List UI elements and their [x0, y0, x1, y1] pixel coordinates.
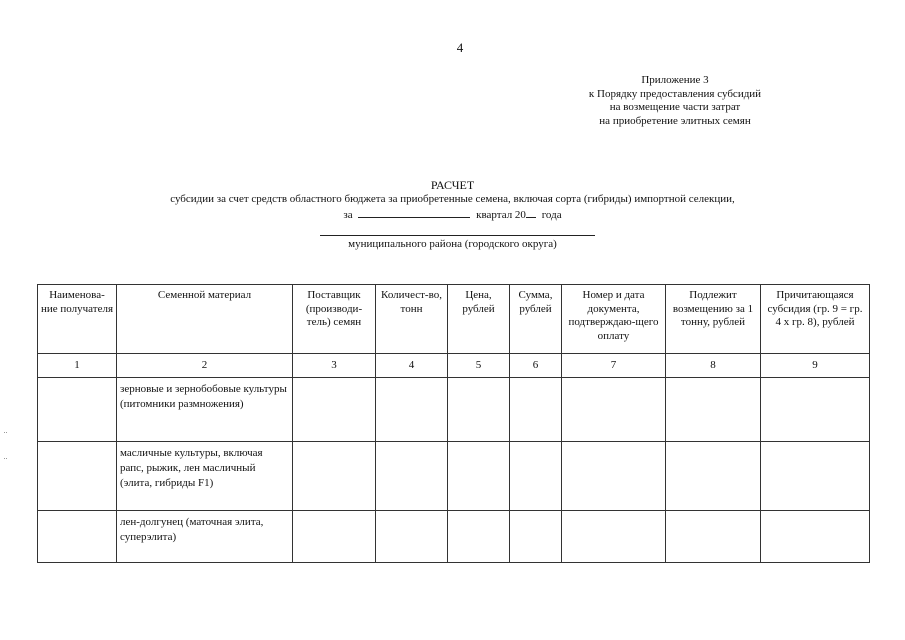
supplier-cell[interactable]	[293, 378, 376, 442]
payment-document-cell[interactable]	[562, 378, 666, 442]
column-number-row	[38, 354, 870, 378]
reimbursement-cell[interactable]	[666, 442, 761, 511]
header-quantity: Количест-во, тонн	[376, 285, 448, 354]
header-recipient: Наименова-ние получателя	[38, 285, 117, 354]
header-reimbursement-per-ton: Подлежит возмещению за 1 тонну, рублей	[666, 285, 761, 354]
seed-material-cell: масличные культуры, включая рапс, рыжик, лен масличный (элита, гибриды F1)	[117, 442, 293, 511]
period-suffix: года	[541, 209, 562, 221]
sum-cell[interactable]	[510, 378, 562, 442]
page-number: 4	[456, 40, 464, 55]
subsidy-cell[interactable]	[761, 511, 870, 563]
seed-material-cell: лен-долгунец (маточная элита, суперэлита)	[117, 511, 293, 563]
header-supplier: Поставщик (производи-тель) семян	[293, 285, 376, 354]
column-number: 7	[562, 354, 666, 378]
payment-document-cell[interactable]	[562, 511, 666, 563]
appendix-line: к Порядку предоставления субсидий	[588, 87, 762, 100]
subsidy-cell[interactable]	[761, 442, 870, 511]
payment-document-cell[interactable]	[562, 442, 666, 511]
quantity-cell[interactable]	[376, 378, 448, 442]
supplier-cell[interactable]	[293, 511, 376, 563]
table-row	[38, 442, 870, 511]
appendix-line: Приложение 3	[641, 74, 709, 86]
subsidy-cell[interactable]	[761, 378, 870, 442]
header-price: Цена, рублей	[448, 285, 510, 354]
price-cell[interactable]	[448, 442, 510, 511]
table-header-row	[38, 285, 870, 354]
district-blank-line	[320, 235, 595, 236]
period-line	[0, 207, 905, 223]
period-middle: квартал 20	[476, 209, 526, 221]
column-number: 6	[510, 354, 562, 378]
period-prefix: за	[343, 209, 353, 221]
reimbursement-cell[interactable]	[666, 378, 761, 442]
price-cell[interactable]	[448, 511, 510, 563]
column-number: 9	[761, 354, 870, 378]
column-number: 4	[376, 354, 448, 378]
recipient-cell[interactable]	[38, 511, 117, 563]
appendix-line: на возмещение части затрат	[609, 101, 741, 113]
quantity-cell[interactable]	[376, 442, 448, 511]
header-payment-document: Номер и дата документа, подтверждаю-щего оплату	[562, 285, 666, 354]
scan-edge-mark	[4, 458, 7, 459]
supplier-cell[interactable]	[293, 442, 376, 511]
column-number: 3	[293, 354, 376, 378]
quarter-blank-field	[358, 207, 470, 218]
appendix-reference	[560, 74, 790, 128]
scan-edge-mark	[4, 432, 7, 433]
recipient-cell[interactable]	[38, 378, 117, 442]
recipient-cell[interactable]	[38, 442, 117, 511]
header-seed-material: Семенной материал	[117, 285, 293, 354]
sum-cell[interactable]	[510, 442, 562, 511]
year-blank-field	[526, 207, 536, 218]
column-number: 2	[117, 354, 293, 378]
price-cell[interactable]	[448, 378, 510, 442]
reimbursement-cell[interactable]	[666, 511, 761, 563]
column-number: 5	[448, 354, 510, 378]
header-subsidy-due: Причитающаяся субсидия (гр. 9 = гр. 4 х гр. 8), рублей	[761, 285, 870, 354]
subsidy-calculation-table	[37, 284, 870, 563]
document-title: РАСЧЕТ	[430, 178, 475, 192]
seed-material-cell: зерновые и зернобобовые культуры (питомники размножения)	[117, 378, 293, 442]
district-caption: муниципального района (городского округа)	[348, 238, 557, 250]
quantity-cell[interactable]	[376, 511, 448, 563]
appendix-line: на приобретение элитных семян	[599, 114, 751, 127]
header-sum: Сумма, рублей	[510, 285, 562, 354]
sum-cell[interactable]	[510, 511, 562, 563]
column-number: 1	[38, 354, 117, 378]
document-subtitle: субсидии за счет средств областного бюджета за приобретенные семена, включая сорта (гибриды) импортной селекции,	[170, 193, 735, 205]
table-row	[38, 378, 870, 442]
column-number: 8	[666, 354, 761, 378]
table-row	[38, 511, 870, 563]
